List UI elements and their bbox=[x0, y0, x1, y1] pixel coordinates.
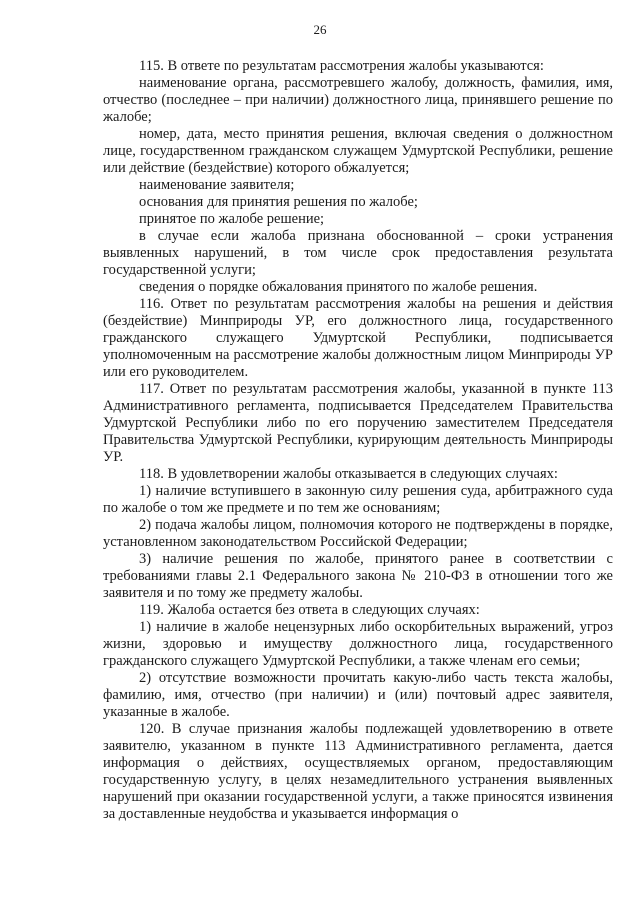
paragraph-118-item-2: 2) подача жалобы лицом, полномочия которого не подтверждены в порядке, установленном законодательством Российской Федерации; bbox=[103, 517, 613, 550]
paragraph-115-decision: принятое по жалобе решение; bbox=[139, 211, 325, 227]
paragraph-119-heading: 119. Жалоба остается без ответа в следующих случаях: bbox=[139, 602, 480, 618]
paragraph-115-grounds: основания для принятия решения по жалобе; bbox=[139, 194, 418, 210]
paragraph-115-remedy-terms: в случае если жалоба признана обоснованной – сроки устранения выявленных нарушений, в том числе срок предоставления результата государственной услуги; bbox=[103, 228, 613, 278]
paragraph-118-item-1: 1) наличие вступившего в законную силу решения суда, арбитражного суда по жалобе о том же предмете и по тем же основаниям; bbox=[103, 483, 613, 516]
paragraph-115-organ-name: наименование органа, рассмотревшего жалобу, должность, фамилия, имя, отчество (последнее – при наличии) должностного лица, принявшего решение по жалобе; bbox=[103, 75, 613, 125]
paragraph-119-item-2: 2) отсутствие возможности прочитать какую-либо часть текста жалобы, фамилию, имя, отчество (при наличии) и (или) почтовый адрес заявителя, указанные в жалобе. bbox=[103, 670, 613, 720]
paragraph-115-heading: 115. В ответе по результатам рассмотрения жалобы указываются: bbox=[139, 58, 544, 74]
page-number: 26 bbox=[313, 22, 327, 37]
paragraph-118-item-3: 3) наличие решения по жалобе, принятого ранее в соответствии с требованиями главы 2.1 Федерального закона № 210-ФЗ в отношении того же заявителя и по тому же предмету жалобы. bbox=[103, 551, 613, 601]
document-body bbox=[103, 58, 613, 823]
paragraph-119-item-1: 1) наличие в жалобе нецензурных либо оскорбительных выражений, угроз жизни, здоровью и имуществу должностного лица, государственного гражданского служащего Удмуртской Республики, а также членам его семьи; bbox=[103, 619, 613, 669]
paragraph-120: 120. В случае признания жалобы подлежащей удовлетворению в ответе заявителю, указанном в пункте 113 Административного регламента, дается информация о действиях, осуществляемых органом, предоставляющим государственную услугу, в целях незамедлительного устранения выявленных нарушений при оказании государственной услуги, а также приносятся извинения за доставленные неудобства и указывается информация о bbox=[103, 721, 613, 822]
paragraph-117: 117. Ответ по результатам рассмотрения жалобы, указанной в пункте 113 Административного регламента, подписывается Председателем Правительства Удмуртской Республики либо по его поручению заместителем Председателя Правительства Удмуртской Республики, курирующим деятельность Минприроды УР. bbox=[103, 381, 613, 465]
paragraph-116: 116. Ответ по результатам рассмотрения жалобы на решения и действия (бездействие) Минприроды УР, его должностного лица, государственного гражданского служащего Удмуртской Республики, подписывается уполномоченным на рассмотрение жалобы должностным лицом Минприроды УР или его руководителем. bbox=[103, 296, 613, 380]
paragraph-118-heading: 118. В удовлетворении жалобы отказывается в следующих случаях: bbox=[139, 466, 558, 482]
paragraph-115-decision-details: номер, дата, место принятия решения, включая сведения о должностном лице, государственном гражданском служащем Удмуртской Республики, решение или действие (бездействие) которого обжалуется; bbox=[103, 126, 613, 176]
paragraph-115-applicant-name: наименование заявителя; bbox=[139, 177, 295, 193]
paragraph-115-appeal-info: сведения о порядке обжалования принятого по жалобе решения. bbox=[139, 279, 538, 295]
